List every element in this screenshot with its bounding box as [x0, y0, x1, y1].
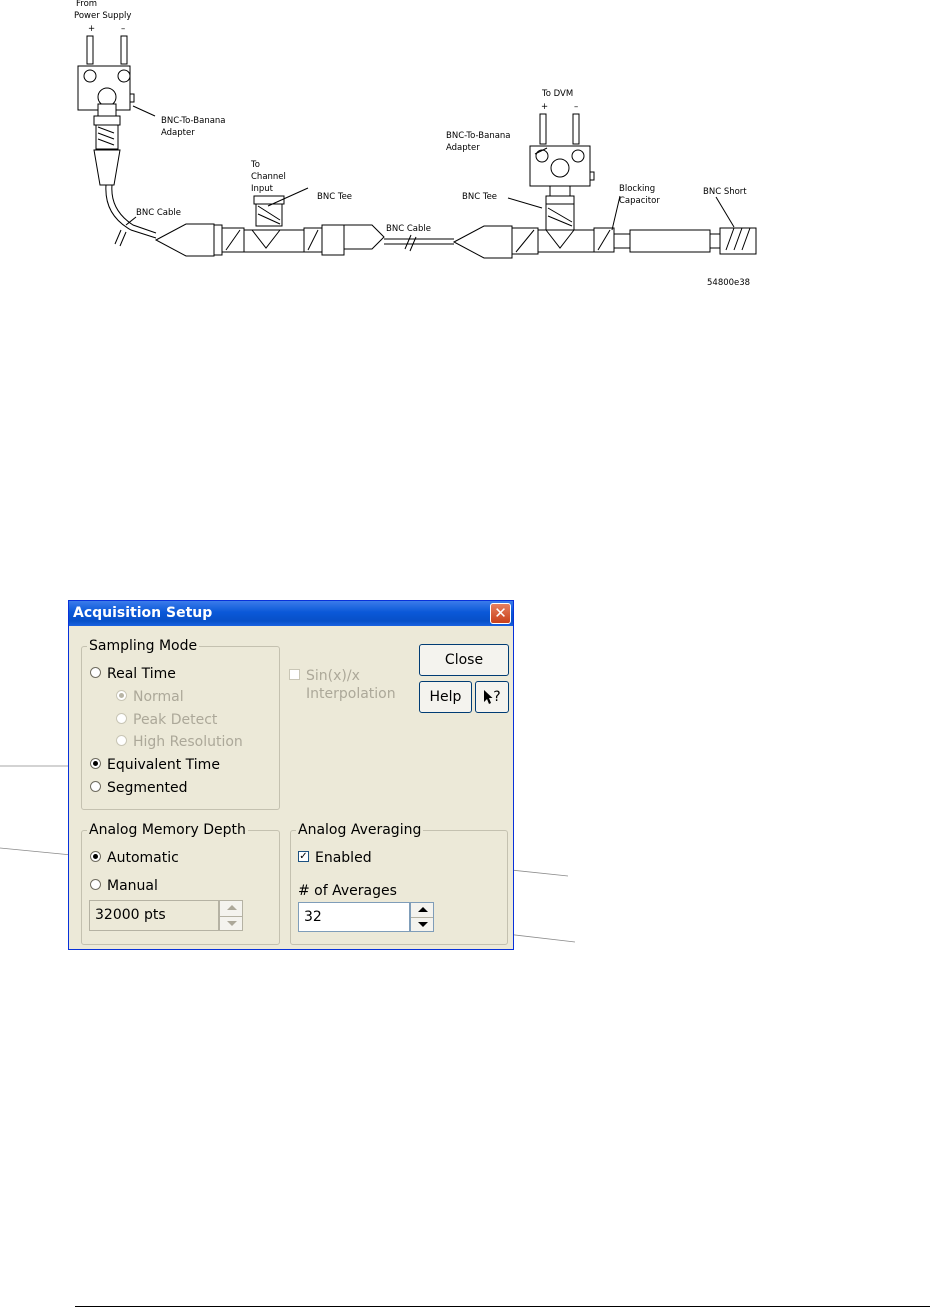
- diagram-label-from: From: [76, 0, 98, 9]
- averaging-enabled-label: Enabled: [315, 850, 372, 866]
- diagram-label-blocking: Blocking: [619, 184, 656, 194]
- radio-equivalent-time-label: Equivalent Time: [107, 757, 220, 773]
- radio-automatic[interactable]: [90, 849, 179, 867]
- diagram-label-bnc-to-banana-left: BNC-To-Banana: [161, 116, 226, 126]
- averaging-legend: Analog Averaging: [298, 822, 422, 838]
- averaging-enabled-checkbox[interactable]: [298, 849, 372, 867]
- num-averages-field[interactable]: 32: [298, 902, 410, 932]
- diagram-label-bnc-tee-right: BNC Tee: [462, 192, 498, 202]
- radio-normal-label: Normal: [133, 689, 184, 705]
- num-averages-spinner[interactable]: [410, 902, 434, 932]
- radio-peak-detect[interactable]: [116, 711, 217, 729]
- radio-real-time[interactable]: [90, 665, 176, 683]
- num-averages-label: # of Averages: [298, 883, 397, 899]
- radio-equivalent-time[interactable]: [90, 756, 220, 774]
- bnc-to-banana-adapter-right: [530, 114, 594, 204]
- spin-down-button[interactable]: [220, 916, 242, 931]
- spin-up-button[interactable]: [220, 901, 242, 916]
- memory-depth-spinner[interactable]: [219, 900, 243, 931]
- diagram-label-plus-right: +: [541, 102, 549, 112]
- memory-depth-legend: Analog Memory Depth: [89, 822, 246, 838]
- diagram-label-adapter-left: Adapter: [161, 128, 195, 138]
- radio-manual-label: Manual: [107, 878, 158, 894]
- diagram-label-minus: –: [121, 24, 126, 34]
- diagram-label-input: Input: [251, 184, 274, 194]
- radio-manual[interactable]: [90, 877, 158, 895]
- diagram-label-to: To: [251, 160, 260, 170]
- radio-normal[interactable]: [116, 688, 184, 706]
- radio-button[interactable]: [90, 758, 101, 769]
- memory-depth-field[interactable]: 32000 pts: [89, 900, 219, 931]
- diagram-label-bnc-cable-middle: BNC Cable: [386, 224, 431, 234]
- acquisition-setup-dialog: [68, 600, 514, 950]
- sinx-interpolation-checkbox[interactable]: [289, 667, 396, 703]
- checkbox[interactable]: ✓: [299, 850, 308, 862]
- blocking-capacitor: [630, 230, 710, 252]
- diagram-label-minus-right: –: [574, 102, 579, 112]
- sinx-label-line1: Sin(x)/x: [306, 668, 360, 684]
- radio-button[interactable]: [90, 781, 101, 792]
- bnc-cable-setup-diagram: [0, 0, 930, 320]
- help-button[interactable]: Help: [419, 681, 472, 713]
- sinx-label-line2: Interpolation: [306, 686, 396, 702]
- pointer-arrow-icon: [483, 689, 493, 705]
- radio-high-resolution[interactable]: [116, 733, 243, 751]
- diagram-label-channel: Channel: [251, 172, 286, 182]
- arrow-up-icon: [418, 907, 428, 912]
- diagram-label-bnc-tee-left: BNC Tee: [317, 192, 353, 202]
- checkbox[interactable]: [289, 669, 300, 680]
- radio-button[interactable]: [90, 851, 101, 862]
- close-button[interactable]: Close: [419, 644, 509, 676]
- radio-real-time-label: Real Time: [107, 666, 176, 682]
- diagram-label-bnc-short: BNC Short: [703, 187, 747, 197]
- arrow-down-icon: [227, 921, 237, 926]
- spin-up-button[interactable]: [411, 903, 433, 917]
- spin-down-button[interactable]: [411, 917, 433, 931]
- arrow-down-icon: [418, 922, 428, 927]
- whats-this-label: ?: [493, 689, 501, 705]
- radio-automatic-label: Automatic: [107, 850, 179, 866]
- bnc-tee-right: [454, 204, 630, 258]
- close-icon[interactable]: ✕: [490, 603, 511, 624]
- radio-button[interactable]: [116, 690, 127, 701]
- diagram-label-to-dvm: To DVM: [542, 89, 574, 99]
- diagram-label-power-supply: Power Supply: [74, 11, 132, 21]
- radio-segmented-label: Segmented: [107, 780, 188, 796]
- diagram-label-plus: +: [88, 24, 96, 34]
- dialog-title: Acquisition Setup: [73, 605, 213, 621]
- radio-peak-detect-label: Peak Detect: [133, 712, 218, 728]
- sampling-mode-legend: Sampling Mode: [89, 638, 198, 654]
- radio-high-resolution-label: High Resolution: [133, 734, 243, 750]
- radio-button[interactable]: [90, 667, 101, 678]
- radio-button[interactable]: [90, 879, 101, 890]
- radio-button[interactable]: [116, 735, 127, 746]
- diagram-label-capacitor: Capacitor: [619, 196, 660, 206]
- bnc-short: [710, 228, 756, 254]
- diagram-label-bnc-to-banana-right: BNC-To-Banana: [446, 131, 511, 141]
- diagram-label-bnc-cable-left: BNC Cable: [136, 208, 181, 218]
- diagram-figure-id: 54800e38: [707, 278, 751, 288]
- radio-button[interactable]: [116, 713, 127, 724]
- diagram-label-adapter-right: Adapter: [446, 143, 480, 153]
- arrow-up-icon: [227, 905, 237, 910]
- footer-rule: [75, 1306, 930, 1307]
- whats-this-button[interactable]: [475, 681, 509, 713]
- dialog-titlebar[interactable]: [69, 601, 513, 626]
- radio-segmented[interactable]: [90, 779, 188, 797]
